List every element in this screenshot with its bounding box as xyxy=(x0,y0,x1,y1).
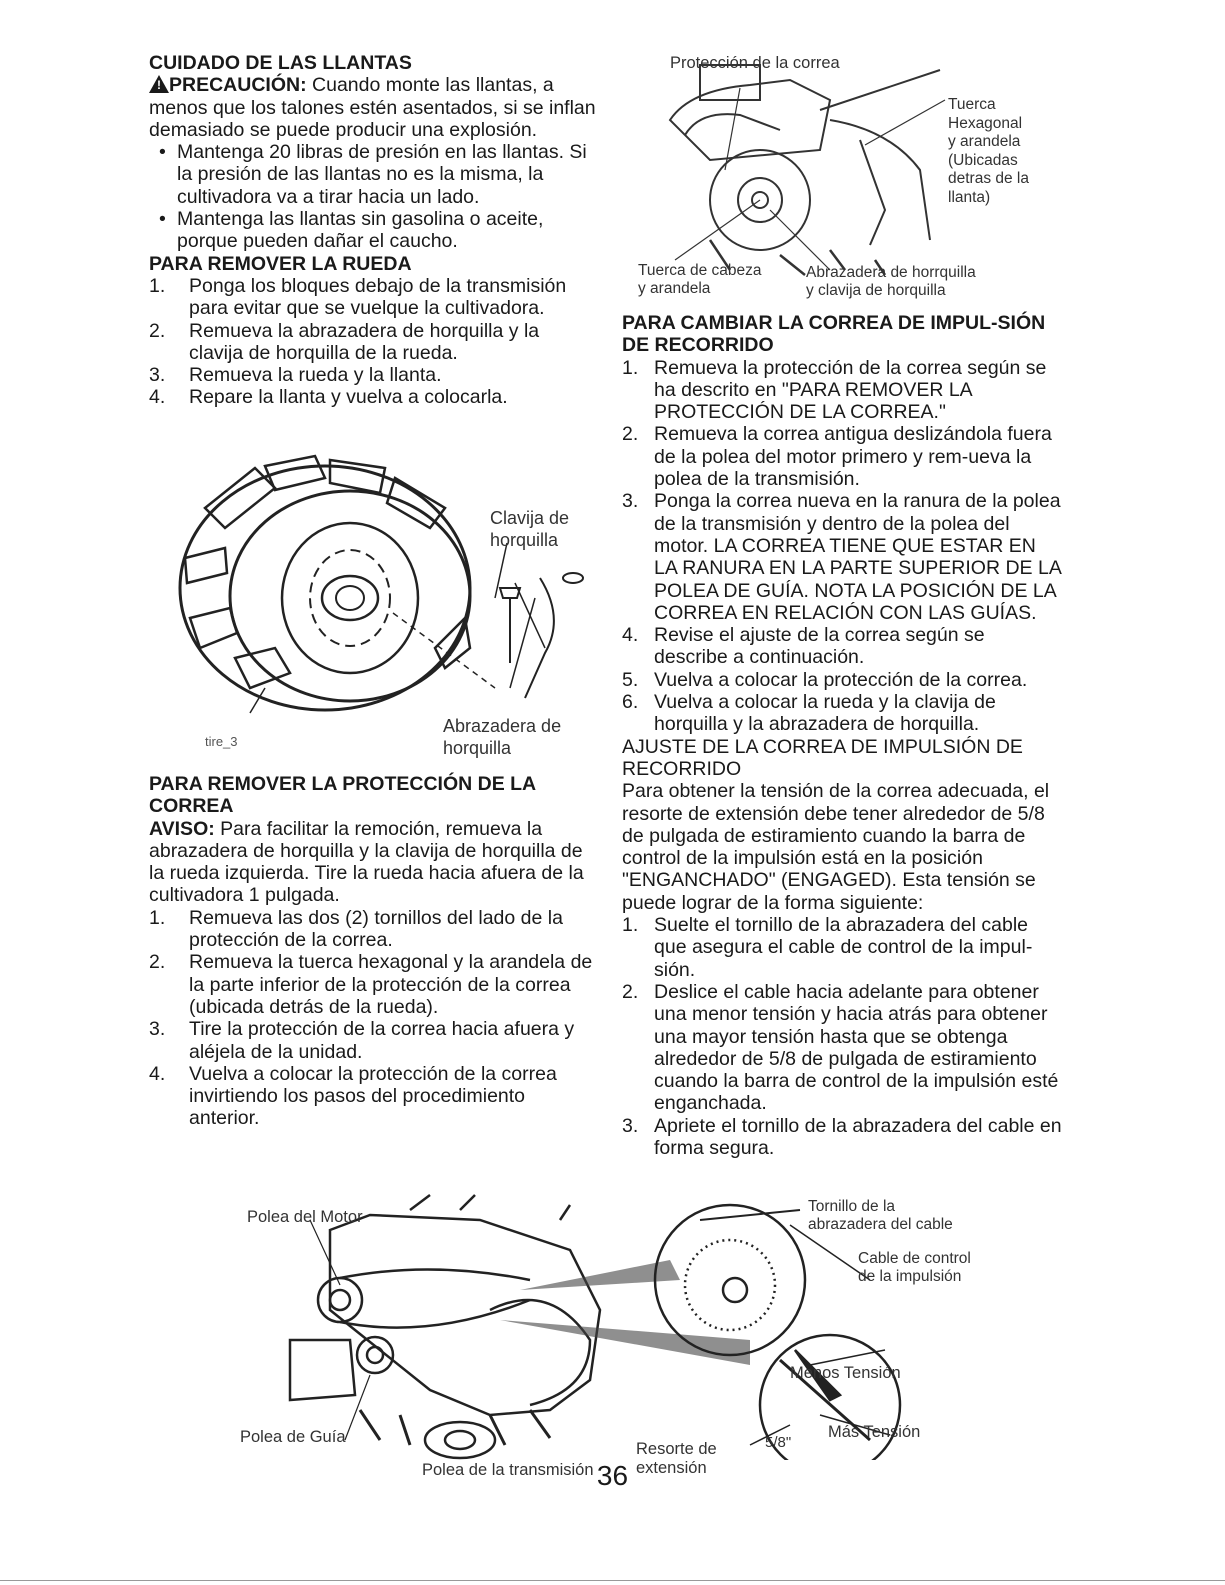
remove-guard-title: PARA REMOVER LA PROTECCIÓN DE LA CORREA xyxy=(149,773,536,818)
page-divider xyxy=(0,1580,1225,1581)
list-item: • Mantenga 20 libras de presión en las llantas. Si la presión de las llantas no es la misma, la cultivadora va a tirar hacia un lado. xyxy=(159,141,587,208)
remove-guard-section xyxy=(149,773,597,1130)
right-column xyxy=(622,312,1062,1159)
list-item: 3. Ponga la correa nueva en la ranura de la polea de la transmisión y dentro de la polea del motor. LA CORREA TIENE QUE ESTAR EN LA RANURA EN LA PARTE SUPERIOR DE LA POLEA DE GUÍA. NOTA LA POSICIÓN DE LA CORREA EN RELACIÓN CON LAS GUÍAS. xyxy=(622,490,1061,624)
list-item: 3. Apriete el tornillo de la abrazadera del cable en forma segura. xyxy=(622,1114,1062,1159)
bullet-icon: • xyxy=(159,141,166,164)
spring-label: Resorte de extensión xyxy=(636,1440,717,1477)
tire-care-title: CUIDADO DE LAS LLANTAS xyxy=(149,52,412,74)
warning-triangle-icon xyxy=(149,75,169,93)
change-belt-title: PARA CAMBIAR LA CORREA DE IMPUL-SIÓN DE RECORRIDO xyxy=(622,312,1046,357)
hex-nut-label: Tuerca Hexagonal y arandela (Ubicadas detras de la llanta) xyxy=(948,96,1029,206)
list-item: 2. Remueva la tuerca hexagonal y la arandela de la parte inferior de la protección de la correa (ubicada detrás de la rueda). xyxy=(149,951,593,1018)
figure-id: tire_3 xyxy=(205,734,238,749)
engine-pulley-label: Polea del Motor xyxy=(247,1208,363,1226)
tire-care-list xyxy=(149,141,597,252)
less-tension-label: Menos Tensión xyxy=(790,1364,901,1382)
notice-label: AVISO: xyxy=(149,817,215,840)
guide-pulley-label: Polea de Guía xyxy=(240,1428,346,1446)
list-item: 1. Suelte el tornillo de la abrazadera del cable que asegura el cable de control de la impul-sión. xyxy=(622,914,1033,981)
pin-label: Clavija de horquilla xyxy=(490,508,570,550)
list-item: 5. Vuelva a colocar la protección de la correa. xyxy=(622,668,1028,691)
head-nut-label: Tuerca de cabeza y arandela xyxy=(638,262,762,297)
caution-text: Cuando monte las llantas, a menos que los talones estén asentados, si se inflan demasiado se puede producir una explosión. xyxy=(149,74,596,141)
transmission-pulley-label: Polea de la transmisión xyxy=(422,1461,594,1479)
list-item: 3. Remueva la rueda y la llanta. xyxy=(149,364,442,387)
list-item: 6. Vuelva a colocar la rueda y la clavija de horquilla y la abrazadera de horquilla. xyxy=(622,691,996,736)
list-item: 1. Remueva las dos (2) tornillos del lado de la protección de la correa. xyxy=(149,906,563,952)
adjust-intro: Para obtener la tensión de la correa adecuada, el resorte de extensión debe tener alrededor de 5/8 de pulgada de estiramiento cuando la barra de control de la impulsión está en la posición "ENGANCHADO" (ENGAGED). Esta tensión se puede lograr de la forma siguiente: xyxy=(622,780,1050,914)
list-item: 2. Remueva la correa antigua deslizándola fuera de la polea del motor primero y rem-ueva la polea de la transmisión. xyxy=(622,423,1052,491)
clip-pin-label: Abrazadera de horrquilla y clavija de horquilla xyxy=(806,264,976,299)
cable-screw-label: Tornillo de la abrazadera del cable xyxy=(808,1198,953,1233)
list-item: 4. Repare la llanta y vuelva a colocarla. xyxy=(149,386,508,409)
adjust-steps xyxy=(622,914,1062,1159)
remove-wheel-title: PARA REMOVER LA RUEDA xyxy=(149,252,412,275)
caution-label: PRECAUCIÓN: xyxy=(169,74,307,97)
list-item: 3. Tire la protección de la correa hacia afuera y aléjela de la unidad. xyxy=(149,1018,575,1063)
list-item: 1. Remueva la protección de la correa según se ha descrito en "PARA REMOVER LA PROTECCIÓN DE LA CORREA." xyxy=(622,356,1047,424)
belt-guard-label: Protección de la correa xyxy=(670,54,840,72)
list-item: 4. Revise el ajuste de la correa según se describe a continuación. xyxy=(622,624,985,669)
caution-paragraph xyxy=(149,74,597,141)
left-column xyxy=(149,52,597,409)
clip-label: Abrazadera de horquilla xyxy=(443,716,562,758)
control-cable-label: Cable de control de la impulsión xyxy=(858,1250,971,1285)
tire-illustration xyxy=(165,448,605,718)
list-item: 4. Vuelva a colocar la protección de la correa invirtiendo los pasos del procedimiento anterior. xyxy=(149,1062,557,1130)
list-item: 2. Remueva la abrazadera de horquilla y la clavija de horquilla de la rueda. xyxy=(149,319,540,364)
adjust-title: AJUSTE DE LA CORREA DE IMPULSIÓN DE RECORRIDO xyxy=(622,735,1023,780)
list-item: • Mantenga las llantas sin gasolina o aceite, porque pueden dañar el caucho. xyxy=(159,208,544,253)
notice-paragraph: AVISO: Para facilitar la remoción, remueva la abrazadera de horquilla y la clavija de horquilla de la rueda izquierda. Tire la rueda hacia afuera de la cultivadora 1 pulgada. xyxy=(149,817,584,907)
remove-wheel-steps xyxy=(149,275,597,409)
measure-label: 5/8" xyxy=(765,1434,792,1451)
list-item: 1. Ponga los bloques debajo de la transmisión para evitar que se vuelque la cultivadora. xyxy=(149,274,567,320)
more-tension-label: Más Tensión xyxy=(828,1423,921,1441)
list-item: 2. Deslice el cable hacia adelante para obtener una menor tensión y hacia atrás para obtener una mayor tensión hasta que se obtenga alrededor de 5/8 de pulgada de estiramiento cuando la barra de control de la impulsión esté enganchada. xyxy=(622,980,1059,1115)
bullet-icon: • xyxy=(159,208,166,231)
belt-guard-illustration xyxy=(630,60,950,280)
change-belt-steps xyxy=(622,357,1062,736)
page-number: 36 xyxy=(596,1460,629,1491)
remove-guard-steps xyxy=(149,907,597,1130)
